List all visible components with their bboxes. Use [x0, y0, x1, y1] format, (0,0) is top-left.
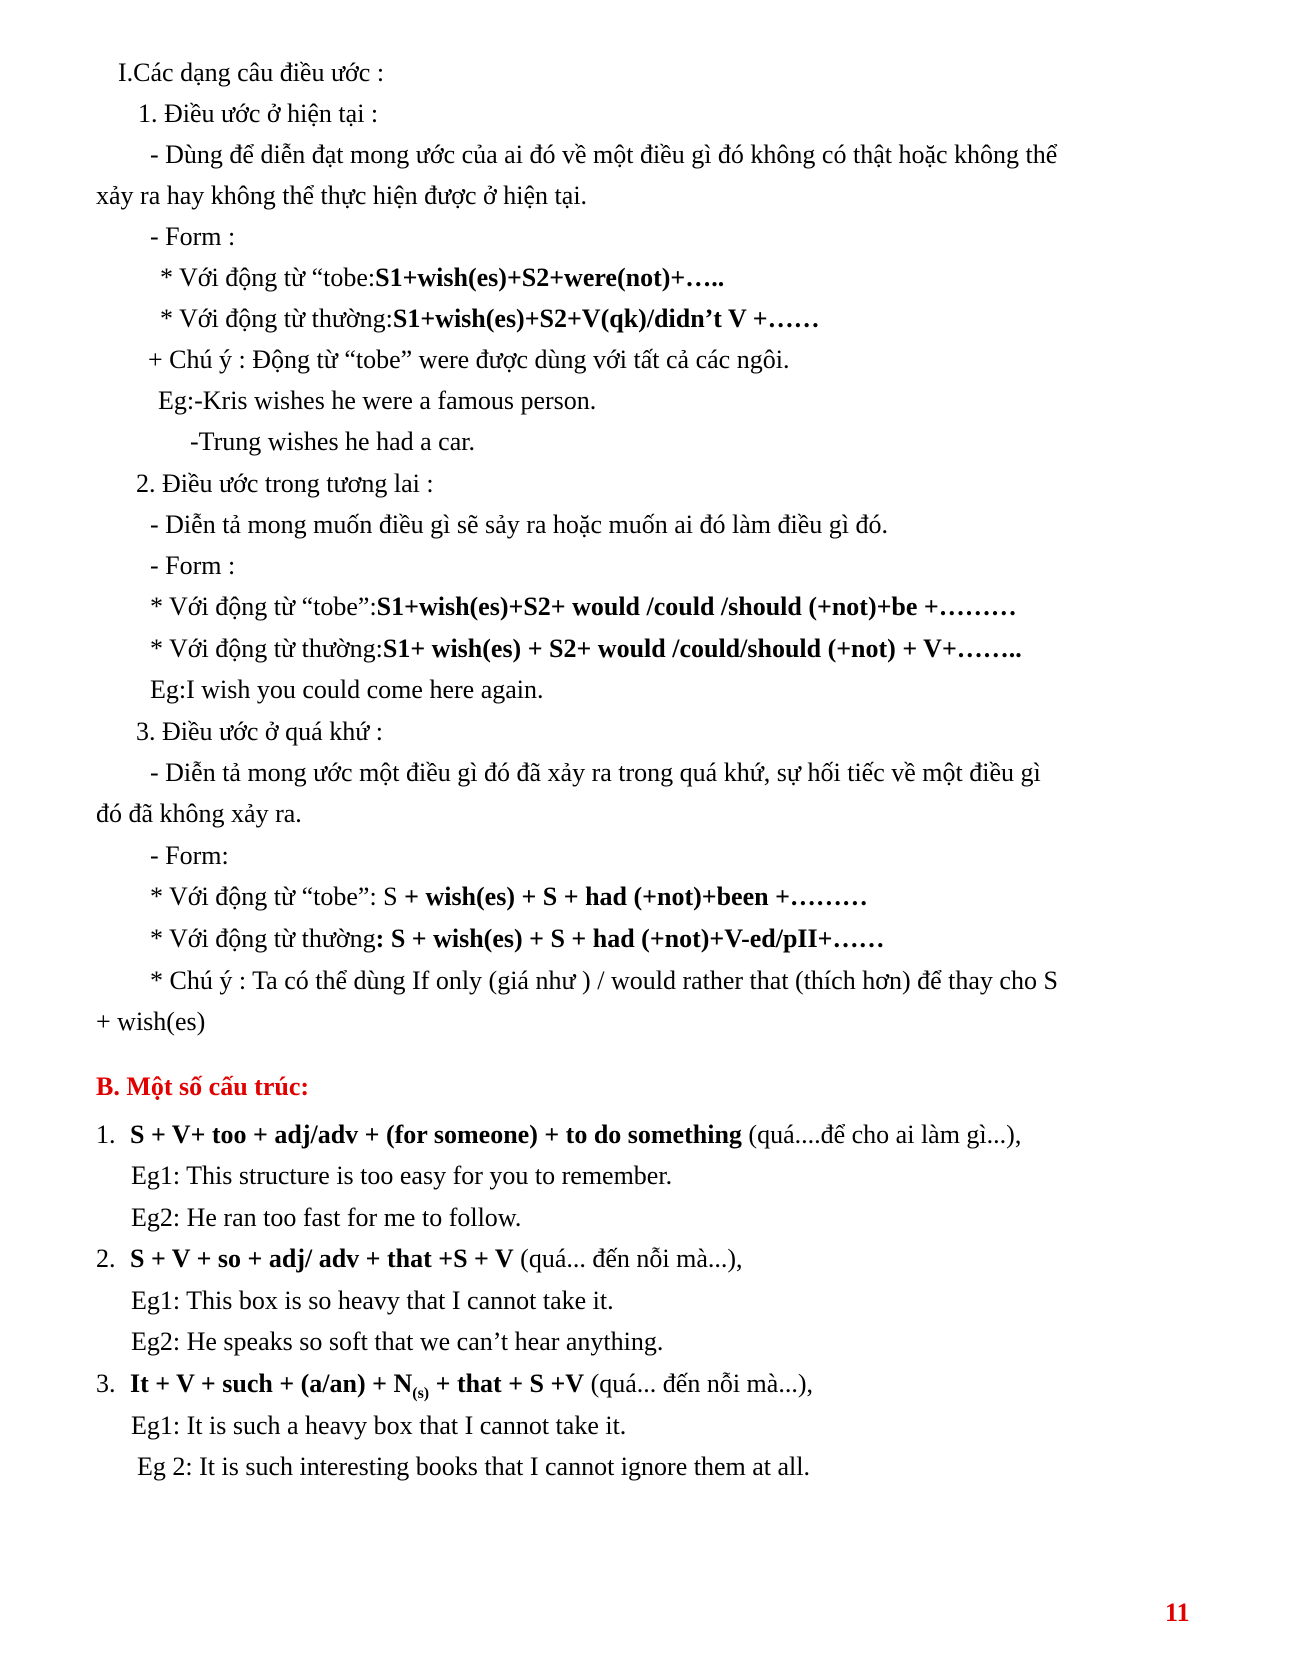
future-wish-title: 2. Điều ước trong tương lai : — [136, 469, 434, 498]
structure-2-example-2: Eg2: He speaks so soft that we can’t hear anything. — [131, 1327, 664, 1356]
structure-3-meaning: (quá... đến nỗi mà...), — [584, 1369, 813, 1398]
future-tobe-form — [150, 592, 1017, 622]
present-form-label: - Form : — [150, 222, 236, 251]
section-a-heading: I.Các dạng câu điều ước : — [118, 58, 385, 87]
structure-1-meaning: (quá....để cho ai làm gì...), — [741, 1120, 1022, 1149]
present-tobe-formula: S1+wish(es)+S2+were(not)+….. — [375, 263, 725, 292]
future-desc: - Diễn tả mong muốn điều gì sẽ sảy ra hoặc muốn ai đó làm điều gì đó. — [150, 510, 888, 539]
past-tobe-formula: + wish(es) + S + had (+not)+been +……… — [397, 882, 868, 911]
future-verb-formula: S1+ wish(es) + S2+ would /could/should (+not) + V+…….. — [382, 634, 1022, 663]
present-verb-label: * Với động từ thường: — [160, 304, 393, 333]
past-verb-label: * Với động từ thường — [150, 924, 376, 953]
structure-3-example-2: Eg 2: It is such interesting books that I cannot ignore them at all. — [137, 1452, 810, 1481]
past-note-line2: + wish(es) — [96, 1007, 206, 1036]
structure-1-example-2: Eg2: He ran too fast for me to follow. — [131, 1203, 522, 1232]
structure-3-formula-a: It + V + such + (a/an) + N — [130, 1369, 413, 1398]
structure-3 — [96, 1369, 813, 1402]
present-tobe-form — [160, 263, 724, 293]
present-tobe-label: * Với động từ “tobe: — [160, 263, 376, 292]
future-tobe-label: * Với động từ “tobe”: — [150, 592, 377, 621]
future-tobe-formula: S1+wish(es)+S2+ would /could /should (+not)+be +……… — [376, 592, 1017, 621]
structure-3-number: 3. — [96, 1369, 116, 1398]
past-tobe-form — [150, 882, 868, 912]
structure-3-formula-b: + that + S +V — [429, 1369, 585, 1398]
past-desc-line2: đó đã không xảy ra. — [96, 799, 302, 828]
structure-2-formula: S + V + so + adj/ adv + that +S + V — [130, 1244, 514, 1273]
structure-2-number: 2. — [96, 1244, 116, 1273]
structure-2-meaning: (quá... đến nỗi mà...), — [513, 1244, 743, 1273]
present-wish-title: 1. Điều ước ở hiện tại : — [138, 99, 379, 128]
structure-2 — [96, 1244, 743, 1274]
past-verb-formula: : S + wish(es) + S + had (+not)+V-ed/pII+…… — [375, 924, 885, 953]
past-form-label: - Form: — [150, 841, 229, 870]
past-wish-title: 3. Điều ước ở quá khứ : — [136, 717, 384, 746]
present-example-1: Eg:-Kris wishes he were a famous person. — [158, 386, 597, 415]
past-tobe-label: * Với động từ “tobe”: S — [150, 882, 398, 911]
structure-1 — [96, 1120, 1021, 1150]
past-desc-line1: - Diễn tả mong ước một điều gì đó đã xảy ra trong quá khứ, sự hối tiếc về một điều gì — [150, 758, 1041, 787]
structure-3-example-1: Eg1: It is such a heavy box that I cannot take it. — [131, 1411, 627, 1440]
structure-2-example-1: Eg1: This box is so heavy that I cannot take it. — [131, 1286, 614, 1315]
future-verb-label: * Với động từ thường: — [150, 634, 383, 663]
present-verb-formula: S1+wish(es)+S2+V(qk)/didn’t V +…… — [392, 304, 820, 333]
present-verb-form — [160, 304, 820, 334]
structure-3-formula-subscript: (s) — [412, 1385, 430, 1402]
page-number: 11 — [1165, 1598, 1190, 1627]
future-verb-form — [150, 634, 1022, 664]
present-note: + Chú ý : Động từ “tobe” were được dùng với tất cả các ngôi. — [148, 345, 790, 374]
present-desc-line1: - Dùng để diễn đạt mong ước của ai đó về một điều gì đó không có thật hoặc không thể — [150, 140, 1058, 169]
section-b-heading: B. Một số cấu trúc: — [96, 1072, 310, 1101]
present-desc-line2: xảy ra hay không thể thực hiện được ở hiện tại. — [96, 181, 588, 210]
structure-1-number: 1. — [96, 1120, 116, 1149]
present-example-2: -Trung wishes he had a car. — [190, 427, 475, 456]
structure-1-example-1: Eg1: This structure is too easy for you to remember. — [131, 1161, 673, 1190]
past-verb-form — [150, 924, 884, 954]
future-form-label: - Form : — [150, 551, 236, 580]
structure-1-formula: S + V+ too + adj/adv + (for someone) + to do something — [130, 1120, 742, 1149]
future-example: Eg:I wish you could come here again. — [150, 675, 544, 704]
past-note-line1: * Chú ý : Ta có thể dùng If only (giá như ) / would rather that (thích hơn) để thay cho S — [150, 966, 1058, 995]
